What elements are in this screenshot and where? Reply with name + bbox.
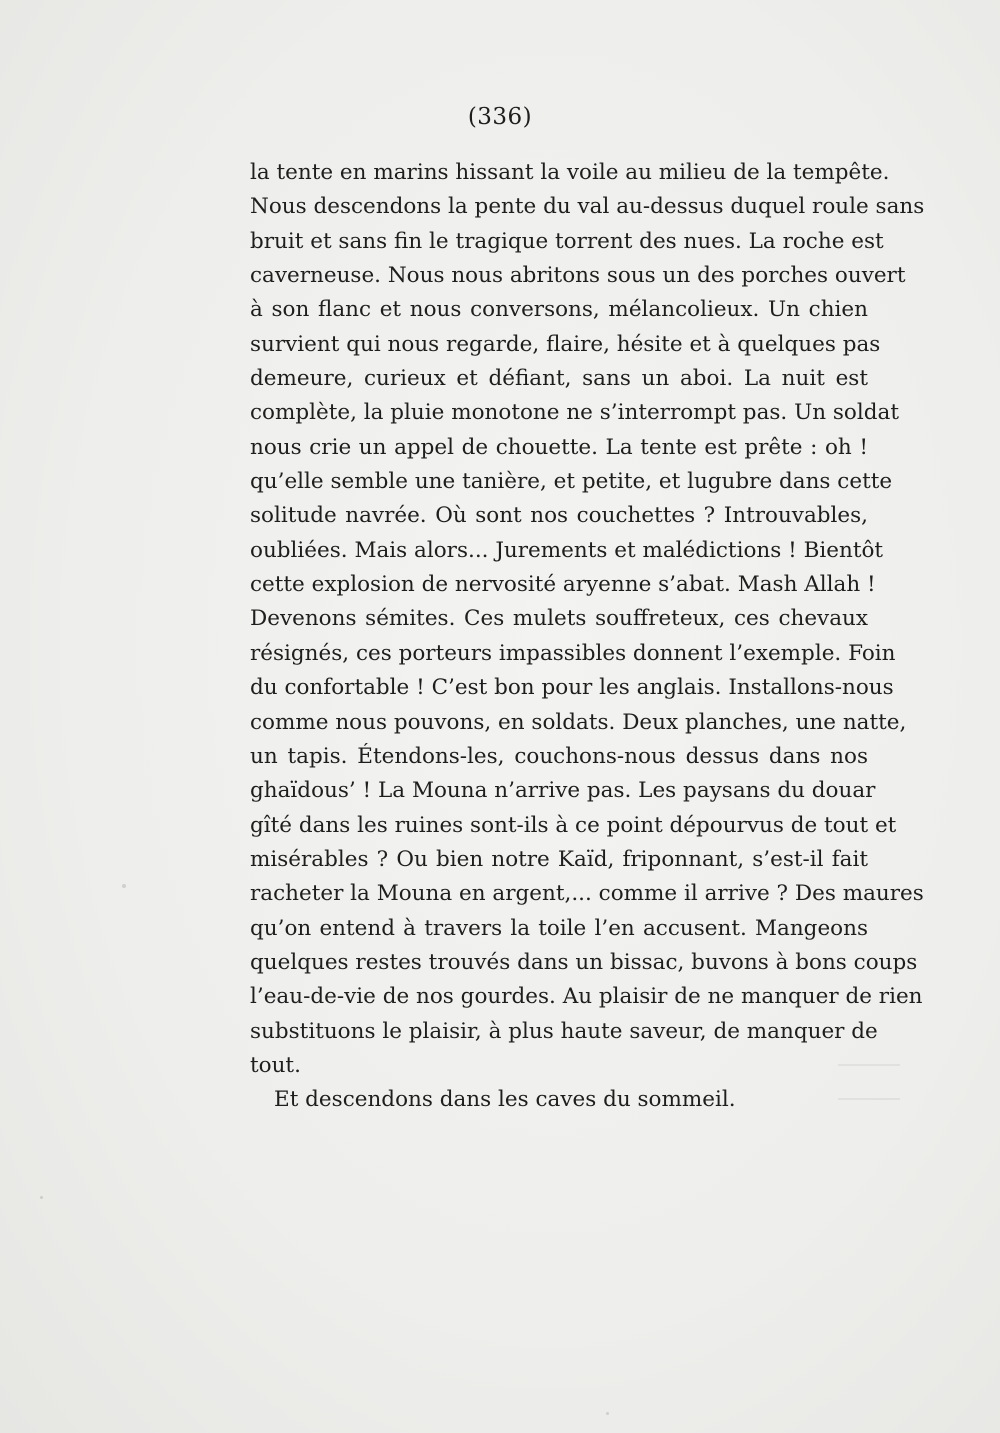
text-line: l’eau-de-vie de nos gourdes. Au plaisir de ne manquer de rien [250,984,923,1010]
text-line: quelques restes trouvés dans un bissac, buvons à bons coups [250,949,918,975]
text-line: tout. [250,1052,301,1078]
paper-speck [606,1412,609,1415]
text-line: bruit et sans fin le tragique torrent des nues. La roche est [250,228,884,254]
text-line: comme nous pouvons, en soldats. Deux planches, une natte, [250,709,907,735]
text-line: à son flanc et nous conversons, mélancolieux. Un chien [250,297,868,323]
text-line: Nous descendons la pente du val au-dessus duquel roule sans [250,194,925,220]
text-line: un tapis. Étendons-les, couchons-nous dessus dans nos [250,743,868,769]
text-line: du confortable ! C’est bon pour les anglais. Installons-nous [250,675,894,701]
text-line: demeure, curieux et défiant, sans un aboi. La nuit est [250,366,868,392]
body-text [250,156,925,1118]
text-line: résignés, ces porteurs impassibles donnent l’exemple. Foin [250,640,896,666]
text-line: la tente en marins hissant la voile au milieu de la tempête. [250,160,890,185]
page-number: (336) [467,104,533,130]
text-line: gîté dans les ruines sont-ils à ce point dépourvus de tout et [250,812,897,838]
text-line: ghaïdous’ ! La Mouna n’arrive pas. Les paysans du douar [250,778,876,804]
closing-line: Et descendons dans les caves du sommeil. [274,1087,736,1113]
text-line: cette explosion de nervosité aryenne s’abat. Mash Allah ! [250,572,876,598]
text-line: misérables ? Ou bien notre Kaïd, friponnant, s’est-il fait [250,846,868,872]
text-line: qu’on entend à travers la toile l’en accusent. Mangeons [250,915,868,941]
text-line: substituons le plaisir, à plus haute saveur, de manquer de [250,1018,878,1044]
text-line: racheter la Mouna en argent,... comme il arrive ? Des maures [250,881,924,907]
paper-speck [122,884,126,888]
paper-speck [40,1196,43,1199]
text-line: caverneuse. Nous nous abritons sous un des porches ouvert [250,263,906,289]
text-line: solitude navrée. Où sont nos couchettes ? Introuvables, [250,503,868,529]
text-line: oubliées. Mais alors... Jurements et malédictions ! Bientôt [250,537,884,563]
text-line: nous crie un appel de chouette. La tente est prête : oh ! [250,434,868,460]
text-line: qu’elle semble une tanière, et petite, et lugubre dans cette [250,469,893,495]
text-line: survient qui nous regarde, flaire, hésite et à quelques pas [250,331,881,357]
text-line: Devenons sémites. Ces mulets souffreteux, ces chevaux [250,606,868,632]
text-line: complète, la pluie monotone ne s’interrompt pas. Un soldat [250,400,899,426]
